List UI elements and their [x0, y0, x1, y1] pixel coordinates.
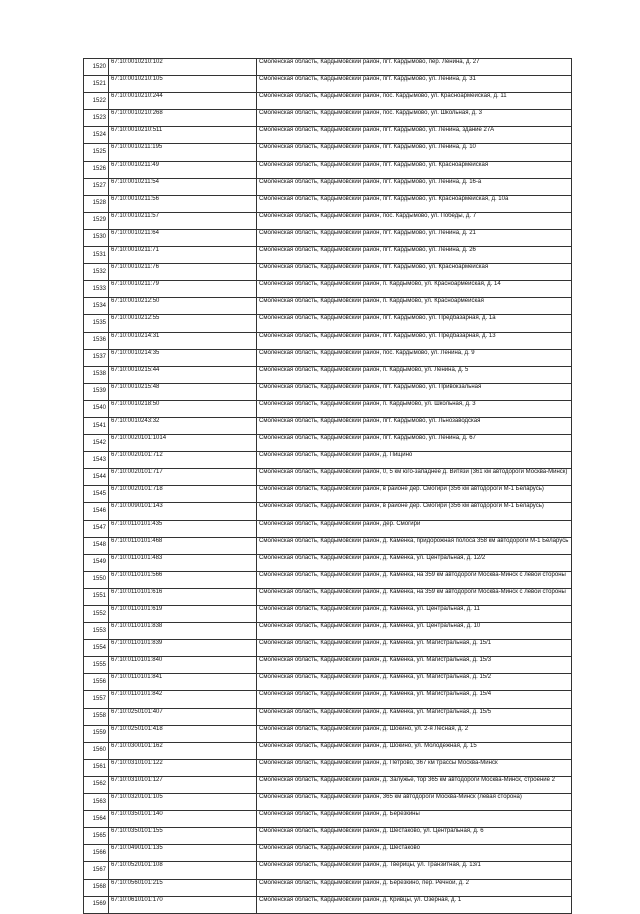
- address: Смоленская область, Кардымовский район, пгт. Кардымово, ул. Привокзальная: [257, 383, 572, 400]
- address: Смоленская область, Кардымовский район, д. Залужье, тор 365 км автодороги Москва-Минск, строение 2: [257, 776, 572, 793]
- row-number: 1531: [84, 247, 109, 264]
- cadastral-number: 67:10:0110101:483: [109, 554, 257, 571]
- table-row: [84, 606, 572, 623]
- address: Смоленская область, Кардымовский район, в районе дер. Смогири (356 км автодороги М-1 Беларусь): [257, 486, 572, 503]
- table-row: [84, 537, 572, 554]
- address: Смоленская область, Кардымовский район, д. Пищино: [257, 452, 572, 469]
- address: Смоленская область, Кардымовский район, п. Кардымово, ул. Красноармейская, д. 14: [257, 281, 572, 298]
- table-row: [84, 640, 572, 657]
- row-number: 1560: [84, 742, 109, 759]
- cadastral-number: 67:10:0110101:840: [109, 657, 257, 674]
- address: Смоленская область, Кардымовский район, д. Каменка, ул. Центральная, д. 12/2: [257, 554, 572, 571]
- cadastral-number: 67:10:0010211:79: [109, 281, 257, 298]
- cadastral-number: 67:10:0350101:155: [109, 828, 257, 845]
- row-number: 1549: [84, 554, 109, 571]
- address: Смоленская область, Кардымовский район, пгт. Кардымово, ул. Ленина, д. 31: [257, 76, 572, 93]
- address: Смоленская область, Кардымовский район, д. Каменка, на 359 км автодороги Москва-Минск с левой стороны: [257, 588, 572, 605]
- table-row: [84, 862, 572, 879]
- table-row: [84, 623, 572, 640]
- table-row: [84, 503, 572, 520]
- address: Смоленская область, Кардымовский район, пос. Кардымово, ул. Красноармейская, д. 11: [257, 93, 572, 110]
- row-number: 1539: [84, 383, 109, 400]
- cadastral-number: 67:10:0010211:56: [109, 195, 257, 212]
- document-page: [83, 58, 572, 914]
- row-number: 1551: [84, 588, 109, 605]
- cadastral-number: 67:10:0110101:616: [109, 588, 257, 605]
- cadastral-number: 67:10:0010212:50: [109, 298, 257, 315]
- cadastral-number: 67:10:0010214:31: [109, 332, 257, 349]
- table-row: [84, 588, 572, 605]
- cadastral-number: 67:10:0020101:717: [109, 469, 257, 486]
- row-number: 1532: [84, 264, 109, 281]
- row-number: 1559: [84, 725, 109, 742]
- row-number: 1528: [84, 195, 109, 212]
- address: Смоленская область, Кардымовский район, пгт. Кардымово, ул. Ленина, д. 67: [257, 435, 572, 452]
- table-row: [84, 298, 572, 315]
- cadastral-number: 67:10:0610101:170: [109, 896, 257, 913]
- row-number: 1563: [84, 794, 109, 811]
- address: Смоленская область, Кардымовский район, д. Каменка, ул. Магистральная, д. 15/2: [257, 674, 572, 691]
- table-row: [84, 691, 572, 708]
- address: Смоленская область, Кардымовский район, пгт. Кардымово, ул. Ленина, д. 16-а: [257, 178, 572, 195]
- table-row: [84, 315, 572, 332]
- row-number: 1526: [84, 161, 109, 178]
- address: Смоленская область, Кардымовский район, пгт. Кардымово, ул. Ленина, д. 26: [257, 247, 572, 264]
- cadastral-number: 67:10:0110101:842: [109, 691, 257, 708]
- address: Смоленская область, Кардымовский район, д. Тверицы, ул. Транзитная, д. 13/1: [257, 862, 572, 879]
- row-number: 1552: [84, 606, 109, 623]
- row-number: 1520: [84, 59, 109, 76]
- cadastral-number: 67:10:0010211:64: [109, 229, 257, 246]
- row-number: 1542: [84, 435, 109, 452]
- table-row: [84, 708, 572, 725]
- row-number: 1566: [84, 845, 109, 862]
- address: Смоленская область, Кардымовский район, д. Петрово, 367 км трассы Москва-Минск: [257, 759, 572, 776]
- address: Смоленская область, Кардымовский район, д. Каменка, ул. Центральная, д. 10: [257, 623, 572, 640]
- table-row: [84, 212, 572, 229]
- cadastral-number: 67:10:0010211:54: [109, 178, 257, 195]
- row-number: 1564: [84, 811, 109, 828]
- table-row: [84, 144, 572, 161]
- cadastral-number: 67:10:0010210:105: [109, 76, 257, 93]
- cadastral-number: 67:10:0110101:468: [109, 537, 257, 554]
- row-number: 1567: [84, 862, 109, 879]
- row-number: 1523: [84, 110, 109, 127]
- address: Смоленская область, Кардымовский район, в районе дер. Смогири (356 км автодороги М-1 Беларусь): [257, 503, 572, 520]
- row-number: 1521: [84, 76, 109, 93]
- row-number: 1555: [84, 657, 109, 674]
- row-number: 1544: [84, 469, 109, 486]
- row-number: 1569: [84, 896, 109, 913]
- address: Смоленская область, Кардымовский район, пгт. Кардымово, ул. Ленина, д. 10: [257, 144, 572, 161]
- cadastral-number: 67:10:0490101:135: [109, 845, 257, 862]
- address: Смоленская область, Кардымовский район, д. Шестаково, ул. Центральная, д. 6: [257, 828, 572, 845]
- address: Смоленская область, Кардымовский район, пгт. Кардымово, ул. Предбазарная, д. 13: [257, 332, 572, 349]
- table-row: [84, 400, 572, 417]
- address: Смоленская область, Кардымовский район, п. Кардымово, ул. Красноармейская: [257, 298, 572, 315]
- address: Смоленская область, Кардымовский район, д. Кривцы, ул. Озерная, д. 1: [257, 896, 572, 913]
- row-number: 1522: [84, 93, 109, 110]
- cadastral-number: 67:10:0010212:55: [109, 315, 257, 332]
- table-row: [84, 520, 572, 537]
- row-number: 1565: [84, 828, 109, 845]
- cadastral-number: 67:10:0010215:48: [109, 383, 257, 400]
- address: Смоленская область, Кардымовский район, пгт. Кардымово, пер. Ленина, д. 27: [257, 59, 572, 76]
- cadastral-number: 67:10:0010210:511: [109, 127, 257, 144]
- cadastral-number: 67:10:0020101:718: [109, 486, 257, 503]
- address: Смоленская область, Кардымовский район, пос. Кардымово, ул. Школьная, д. 3: [257, 110, 572, 127]
- address: Смоленская область, Кардымовский район, д. Каменка, ул. Центральная, д. 11: [257, 606, 572, 623]
- cadastral-number: 67:10:0010211:195: [109, 144, 257, 161]
- row-number: 1524: [84, 127, 109, 144]
- row-number: 1533: [84, 281, 109, 298]
- table-row: [84, 127, 572, 144]
- address: Смоленская область, Кардымовский район, д. Шокино, ул. Молодежная, д. 15: [257, 742, 572, 759]
- cadastral-number: 67:10:0010218:50: [109, 400, 257, 417]
- table-row: [84, 349, 572, 366]
- cadastral-number: 67:10:0010211:57: [109, 212, 257, 229]
- address: Смоленская область, Кардымовский район, пгт. Кардымово, ул. Предбазарная, д. 1а: [257, 315, 572, 332]
- row-number: 1543: [84, 452, 109, 469]
- row-number: 1546: [84, 503, 109, 520]
- table-row: [84, 486, 572, 503]
- cadastral-number: 67:10:0560101:215: [109, 879, 257, 896]
- table-row: [84, 776, 572, 793]
- registry-table: [83, 58, 572, 914]
- table-row: [84, 93, 572, 110]
- table-row: [84, 725, 572, 742]
- cadastral-number: 67:10:0010243:32: [109, 417, 257, 434]
- table-row: [84, 657, 572, 674]
- address: Смоленская область, Кардымовский район, пгт. Кардымово, ул. Красноармейская: [257, 264, 572, 281]
- table-row: [84, 674, 572, 691]
- table-row: [84, 247, 572, 264]
- cadastral-number: 67:10:0110101:838: [109, 623, 257, 640]
- row-number: 1550: [84, 571, 109, 588]
- table-row: [84, 571, 572, 588]
- row-number: 1540: [84, 400, 109, 417]
- cadastral-number: 67:10:0110101:435: [109, 520, 257, 537]
- address: Смоленская область, Кардымовский район, д. Каменка, ул. Магистральная, д. 15/3: [257, 657, 572, 674]
- row-number: 1536: [84, 332, 109, 349]
- table-row: [84, 811, 572, 828]
- address: Смоленская область, Кардымовский район, пос. Кардымово, ул. Ленина, д. 9: [257, 349, 572, 366]
- row-number: 1558: [84, 708, 109, 725]
- address: Смоленская область, Кардымовский район, пгт. Кардымово, ул. Льнозаводская: [257, 417, 572, 434]
- cadastral-number: 67:10:0110101:619: [109, 606, 257, 623]
- cadastral-number: 67:10:0090101:143: [109, 503, 257, 520]
- table-row: [84, 417, 572, 434]
- address: Смоленская область, Кардымовский район, д. Шестаково: [257, 845, 572, 862]
- table-row: [84, 195, 572, 212]
- row-number: 1556: [84, 674, 109, 691]
- table-row: [84, 229, 572, 246]
- row-number: 1545: [84, 486, 109, 503]
- table-row: [84, 76, 572, 93]
- cadastral-number: 67:10:0250101:418: [109, 725, 257, 742]
- address: Смоленская область, Кардымовский район, д. Каменка, ул. Магистральная, д. 15/1: [257, 640, 572, 657]
- address: Смоленская область, Кардымовский район, пгт. Кардымово, ул. Красноармейская, д. 10а: [257, 195, 572, 212]
- cadastral-number: 67:10:0010215:44: [109, 366, 257, 383]
- table-row: [84, 366, 572, 383]
- cadastral-number: 67:10:0310101:127: [109, 776, 257, 793]
- table-row: [84, 759, 572, 776]
- row-number: 1554: [84, 640, 109, 657]
- address: Смоленская область, Кардымовский район, 0, 5 км юго-западнее д. Витязи (361 км автодороги Москва-Минск): [257, 469, 572, 486]
- table-row: [84, 59, 572, 76]
- cadastral-number: 67:10:0010210:102: [109, 59, 257, 76]
- row-number: 1525: [84, 144, 109, 161]
- address: Смоленская область, Кардымовский район, д. Каменка, придорожная полоса 358 км автодороги М-1 Беларусь: [257, 537, 572, 554]
- table-row: [84, 332, 572, 349]
- cadastral-number: 67:10:0300101:162: [109, 742, 257, 759]
- address: Смоленская область, Кардымовский район, д. Шокино, ул. 2-я Лесная, д. 2: [257, 725, 572, 742]
- cadastral-number: 67:10:0020101:712: [109, 452, 257, 469]
- cadastral-number: 67:10:0310101:122: [109, 759, 257, 776]
- table-row: [84, 845, 572, 862]
- address: Смоленская область, Кардымовский район, пгт. Кардымово, ул. Ленина, д. 21: [257, 229, 572, 246]
- table-row: [84, 435, 572, 452]
- row-number: 1541: [84, 417, 109, 434]
- row-number: 1534: [84, 298, 109, 315]
- table-row: [84, 178, 572, 195]
- cadastral-number: 67:10:0110101:839: [109, 640, 257, 657]
- row-number: 1529: [84, 212, 109, 229]
- row-number: 1527: [84, 178, 109, 195]
- address: Смоленская область, Кардымовский район, д. Березкины: [257, 811, 572, 828]
- cadastral-number: 67:10:0250101:407: [109, 708, 257, 725]
- address: Смоленская область, Кардымовский район, п. Кардымово, ул. Школьная, д. 3: [257, 400, 572, 417]
- cadastral-number: 67:10:0110101:841: [109, 674, 257, 691]
- table-row: [84, 383, 572, 400]
- table-row: [84, 554, 572, 571]
- cadastral-number: 67:10:0350101:140: [109, 811, 257, 828]
- row-number: 1557: [84, 691, 109, 708]
- cadastral-number: 67:10:0010211:76: [109, 264, 257, 281]
- cadastral-number: 67:10:0520101:108: [109, 862, 257, 879]
- table-row: [84, 281, 572, 298]
- address: Смоленская область, Кардымовский район, д. Каменка, на 359 км автодороги Москва-Минск с левой стороны: [257, 571, 572, 588]
- row-number: 1537: [84, 349, 109, 366]
- address: Смоленская область, Кардымовский район, пгт. Кардымово, ул. Красноармейская: [257, 161, 572, 178]
- cadastral-number: 67:10:0010210:244: [109, 93, 257, 110]
- address: Смоленская область, Кардымовский район, пос. Кардымово, ул. Победы, д. 7: [257, 212, 572, 229]
- address: Смоленская область, Кардымовский район, д. Каменка, ул. Магистральная, д. 15/4: [257, 691, 572, 708]
- cadastral-number: 67:10:0010214:35: [109, 349, 257, 366]
- row-number: 1553: [84, 623, 109, 640]
- table-row: [84, 742, 572, 759]
- row-number: 1530: [84, 229, 109, 246]
- address: Смоленская область, Кардымовский район, дер. Смогири: [257, 520, 572, 537]
- cadastral-number: 67:10:0010211:49: [109, 161, 257, 178]
- cadastral-number: 67:10:0110101:566: [109, 571, 257, 588]
- table-row: [84, 110, 572, 127]
- table-row: [84, 264, 572, 281]
- address: Смоленская область, Кардымовский район, пгт. Кардымово, ул. Ленина, здание 27А: [257, 127, 572, 144]
- row-number: 1562: [84, 776, 109, 793]
- table-row: [84, 794, 572, 811]
- table-row: [84, 469, 572, 486]
- row-number: 1535: [84, 315, 109, 332]
- row-number: 1538: [84, 366, 109, 383]
- row-number: 1547: [84, 520, 109, 537]
- row-number: 1548: [84, 537, 109, 554]
- address: Смоленская область, Кардымовский район, п. Кардымово, ул. Ленина, д. 5: [257, 366, 572, 383]
- table-row: [84, 161, 572, 178]
- cadastral-number: 67:10:0320101:105: [109, 794, 257, 811]
- cadastral-number: 67:10:0010210:268: [109, 110, 257, 127]
- address: Смоленская область, Кардымовский район, 365 км автодороги Москва-Минск (левая сторона): [257, 794, 572, 811]
- table-row: [84, 879, 572, 896]
- row-number: 1568: [84, 879, 109, 896]
- table-row: [84, 828, 572, 845]
- address: Смоленская область, Кардымовский район, д. Каменка, ул. Магистральная, д. 15/5: [257, 708, 572, 725]
- address: Смоленская область, Кардымовский район, д. Березкино, пер. Речной, д. 2: [257, 879, 572, 896]
- table-row: [84, 452, 572, 469]
- cadastral-number: 67:10:0020101:1014: [109, 435, 257, 452]
- cadastral-number: 67:10:0010211:71: [109, 247, 257, 264]
- row-number: 1561: [84, 759, 109, 776]
- registry-table-body: [84, 59, 572, 914]
